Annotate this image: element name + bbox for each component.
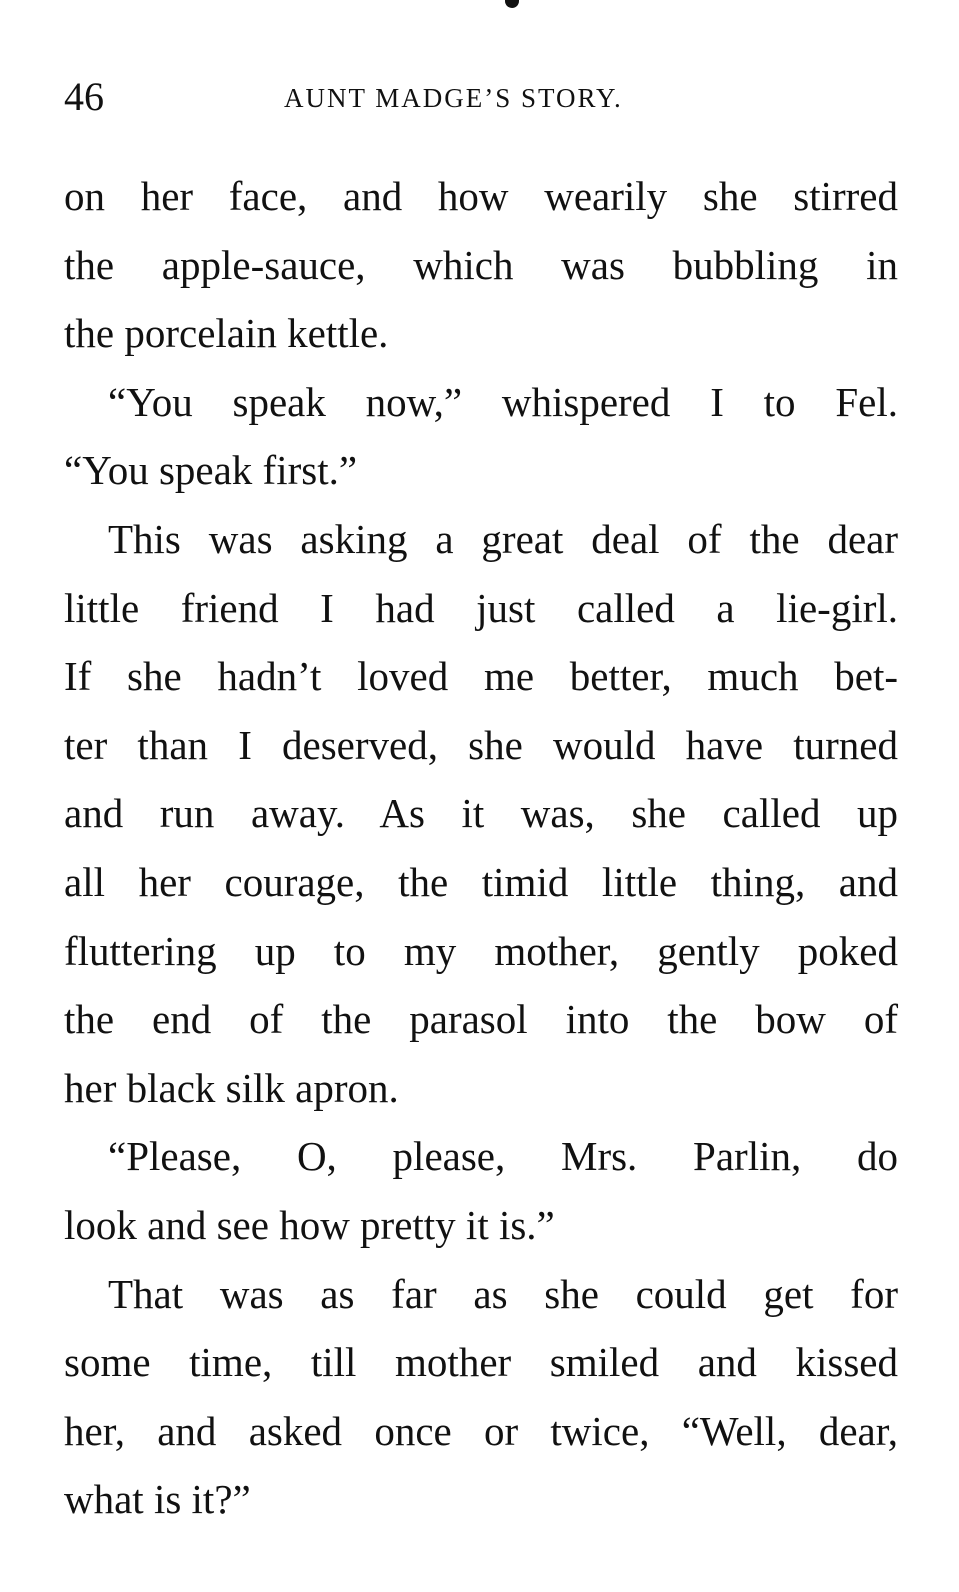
text-line: little friend I had just called a lie-girl. xyxy=(64,584,898,631)
text-line: That was as far as she could get for xyxy=(108,1270,898,1317)
text-line: fluttering up to my mother, gently poked xyxy=(64,927,898,974)
text-line: “You speak first.” xyxy=(64,447,358,494)
text-line: and run away. As it was, she called up xyxy=(64,790,898,837)
text-line: the apple-sauce, which was bubbling in xyxy=(64,241,898,288)
ink-blot xyxy=(505,0,519,8)
text-line: what is it?” xyxy=(64,1476,251,1523)
page-number: 46 xyxy=(64,74,104,119)
text-line: the end of the parasol into the bow of xyxy=(64,996,898,1043)
text-line: some time, till mother smiled and kissed xyxy=(64,1339,898,1386)
running-title: AUNT MADGE’S STORY. xyxy=(284,83,623,113)
text-line: her, and asked once or twice, “Well, dear, xyxy=(64,1407,898,1454)
page-header xyxy=(64,72,898,122)
text-line: ter than I deserved, she would have turned xyxy=(64,721,898,768)
text-line: all her courage, the timid little thing, and xyxy=(64,858,898,905)
text-line: her black silk apron. xyxy=(64,1064,399,1111)
text-line: “You speak now,” whispered I to Fel. xyxy=(108,378,898,425)
text-line: the porcelain kettle. xyxy=(64,310,389,357)
text-line: This was asking a great deal of the dear xyxy=(108,515,898,562)
text-line: look and see how pretty it is.” xyxy=(64,1201,555,1248)
body-text xyxy=(64,162,898,1534)
text-line: on her face, and how wearily she stirred xyxy=(64,173,898,219)
text-line: “Please, O, please, Mrs. Parlin, do xyxy=(108,1133,898,1180)
text-line: If she hadn’t loved me better, much bet- xyxy=(64,653,898,700)
